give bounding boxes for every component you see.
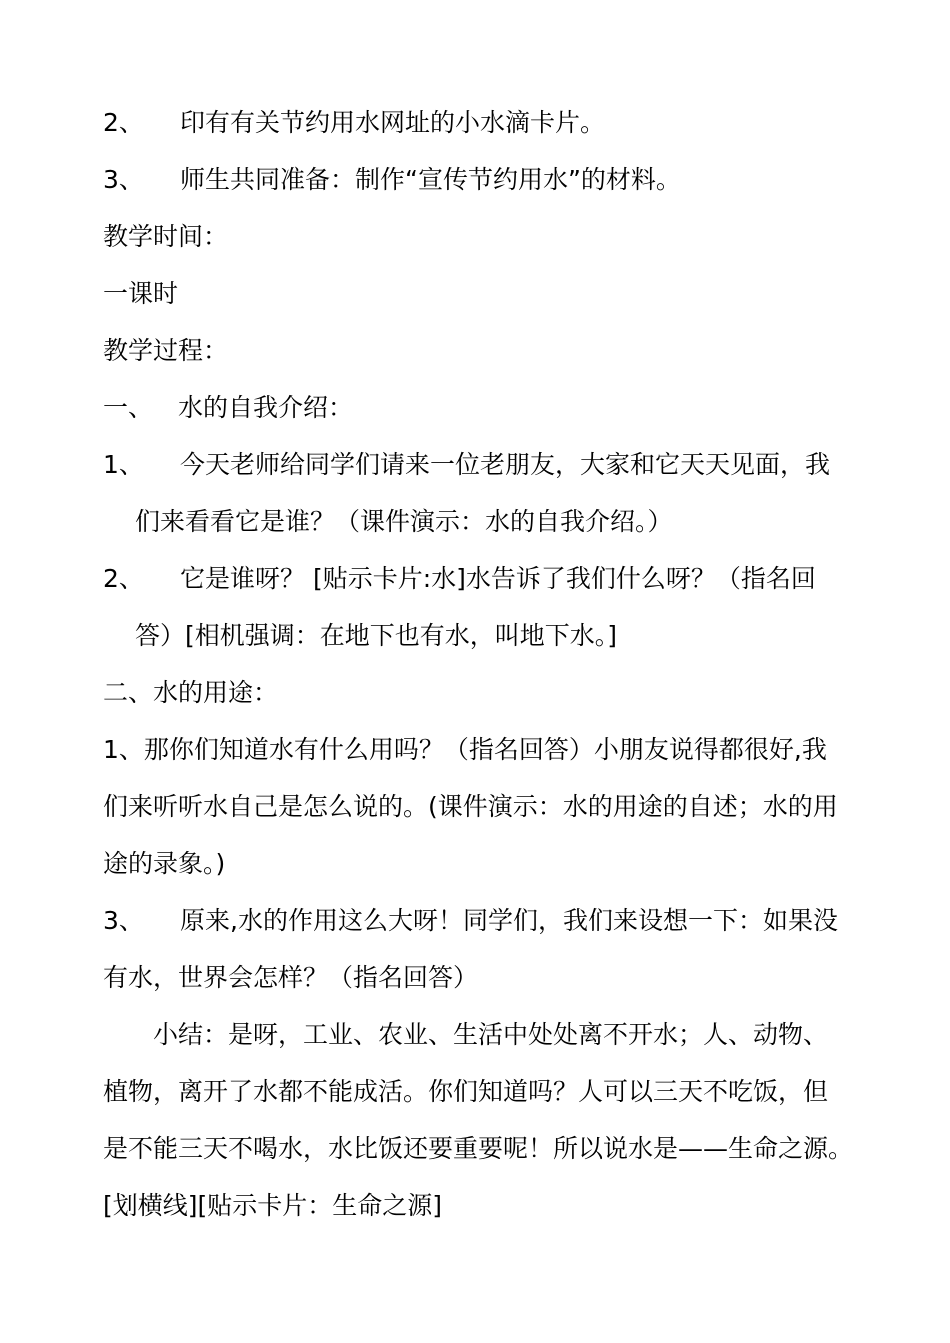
part1-heading: [103, 393, 853, 423]
teaching-process-label: 教学过程：: [103, 336, 229, 365]
part1-item2-line2: 答）[相机强调：在地下也有水，叫地下水。]: [135, 621, 618, 650]
part2-item3-line2: 有水，世界会怎样？（指名回答）: [103, 963, 479, 992]
part1-item1-line2: 们来看看它是谁？（课件演示：水的自我介绍。）: [135, 507, 673, 536]
item-text: 它是谁呀？ [贴示卡片:水]水告诉了我们什么呀？（指名回: [180, 564, 816, 593]
item-text: 印有有关节约用水网址的小水滴卡片。: [180, 108, 606, 137]
part1-item1-line1: [103, 450, 853, 480]
part2-item1-line2: 们来听听水自己是怎么说的。(课件演示：水的用途的自述；水的用: [103, 792, 838, 821]
section-title: 水的自我介绍：: [178, 393, 354, 422]
summary-line2: 植物，离开了水都不能成活。你们知道吗？人可以三天不吃饭，但: [103, 1077, 829, 1106]
teaching-time-value: 一课时: [103, 279, 179, 308]
item-number: 3、: [103, 165, 144, 194]
part2-item1-line3: 途的录象。): [103, 849, 226, 878]
item-number: 1、: [103, 450, 144, 479]
item-text: 原来,水的作用这么大呀！同学们，我们来设想一下：如果没: [180, 906, 838, 935]
part2-item1-line1: 1、那你们知道水有什么用吗？（指名回答）小朋友说得都很好,我: [103, 735, 827, 764]
item-number: 2、: [103, 108, 144, 137]
part2-item3-line1: [103, 906, 853, 936]
part2-heading: 二、水的用途：: [103, 678, 279, 707]
item-text: 今天老师给同学们请来一位老朋友，大家和它天天见面，我: [180, 450, 831, 479]
section-number: 一、: [103, 393, 154, 422]
teaching-time-label: 教学时间：: [103, 222, 229, 251]
item-number: 3、: [103, 906, 144, 935]
material-item-2: [103, 108, 853, 138]
summary-line3: 是不能三天不喝水，水比饭还要重要呢！所以说水是——生命之源。: [103, 1134, 854, 1163]
material-item-3: [103, 165, 853, 195]
item-number: 2、: [103, 564, 144, 593]
part1-item2-line1: [103, 564, 853, 594]
summary-line1: 小结：是呀，工业、农业、生活中处处离不开水；人、动物、: [153, 1020, 829, 1049]
summary-line4: [划横线][贴示卡片：生命之源]: [103, 1191, 443, 1220]
item-text: 师生共同准备：制作“宣传节约用水”的材料。: [180, 165, 681, 194]
